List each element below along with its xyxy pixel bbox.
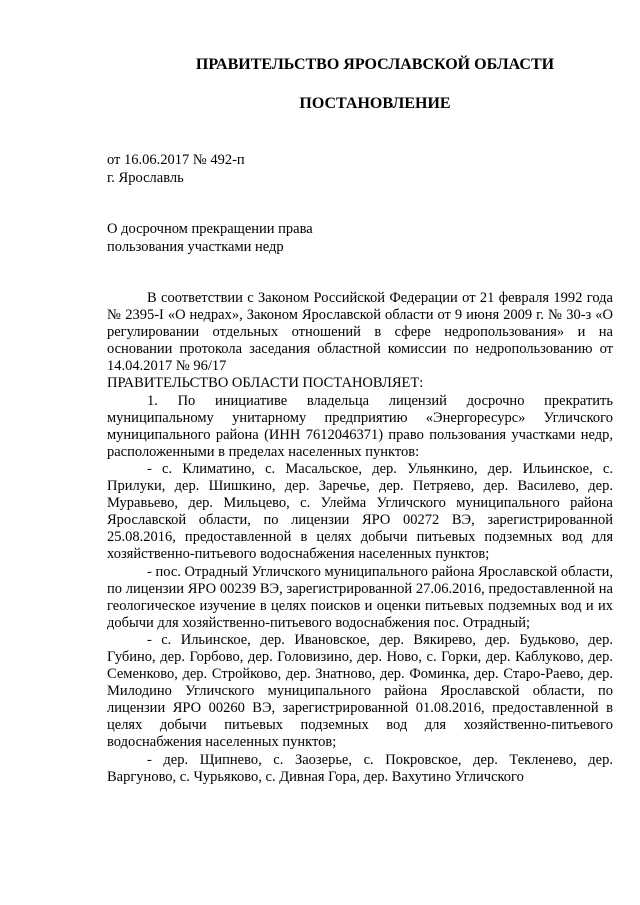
list-item-3: - с. Ильинское, дер. Ивановское, дер. Вякирево, дер. Будьково, дер. Губино, дер. Горбово, дер. Головизино, дер. Ново, с. Горки, дер. Каблуково, дер. Семенково, дер. Стройково, дер. Знатново, дер. Фоминка, дер. Старо-Раево, дер. Милодино Угличского муниципального района Ярославской области, по лицензии ЯРО 00260 ВЭ, зарегистрированной 01.08.2016, предоставленной в целях добычи питьевых подземных вод для хозяйственно-питьевого водоснабжения населенных пунктов; — [107, 631, 613, 751]
document-date-number: от 16.06.2017 № 492-п — [107, 152, 245, 168]
list-item-1: - с. Климатино, с. Масальское, дер. Ульянкино, дер. Ильинское, с. Прилуки, дер. Шишкино, дер. Заречье, дер. Петряево, дер. Василево, дер. Муравьево, дер. Мильцево, с. Улейма Угличского муниципального района Ярославской области, по лицензии ЯРО 00272 ВЭ, зарегистрированной 25.08.2016, предоставленной в целях добычи питьевых подземных вод для хозяйственно-питьевого водоснабжения населенных пунктов; — [107, 460, 613, 563]
document-subject — [107, 220, 313, 256]
document-body — [107, 290, 613, 786]
government-title: ПРАВИТЕЛЬСТВО ЯРОСЛАВСКОЙ ОБЛАСТИ — [195, 56, 555, 73]
list-item-2: - пос. Отрадный Угличского муниципального района Ярославской области, по лицензии ЯРО 00239 ВЭ, зарегистрированной 27.06.2016, предоставленной на геологическое изучение в целях поисков и оценки питьевых подземных вод и их добычи для хозяйственно-питьевого водоснабжения пос. Отрадный; — [107, 563, 613, 631]
clause-1-paragraph: 1. По инициативе владельца лицензий досрочно прекратить муниципальному унитарному предприятию «Энергоресурс» Угличского муниципального района (ИНН 7612046371) право пользования участками недр, расположенными в пределах населенных пунктов: — [107, 392, 613, 460]
document-type-title: ПОСТАНОВЛЕНИЕ — [299, 95, 451, 112]
document-city: г. Ярославль — [107, 170, 184, 186]
resolves-line: ПРАВИТЕЛЬСТВО ОБЛАСТИ ПОСТАНОВЛЯЕТ: — [107, 375, 424, 392]
subject-line-2: пользования участками недр — [107, 239, 284, 255]
list-item-4: - дер. Щипнево, с. Заозерье, с. Покровское, дер. Текленево, дер. Варгуново, с. Чурьяково, с. Дивная Гора, дер. Вахутино Угличского — [107, 751, 613, 785]
subject-line-1: О досрочном прекращении права — [107, 221, 313, 237]
preamble-paragraph: В соответствии с Законом Российской Федерации от 21 февраля 1992 года № 2395-I «О недрах», Законом Ярославской области от 9 июня 2009 г. № 30-з «О регулировании отдельных отношений в сфере недропользования» и на основании протокола заседания областной комиссии по недропользованию от 14.04.2017 № 96/17 — [107, 290, 613, 375]
